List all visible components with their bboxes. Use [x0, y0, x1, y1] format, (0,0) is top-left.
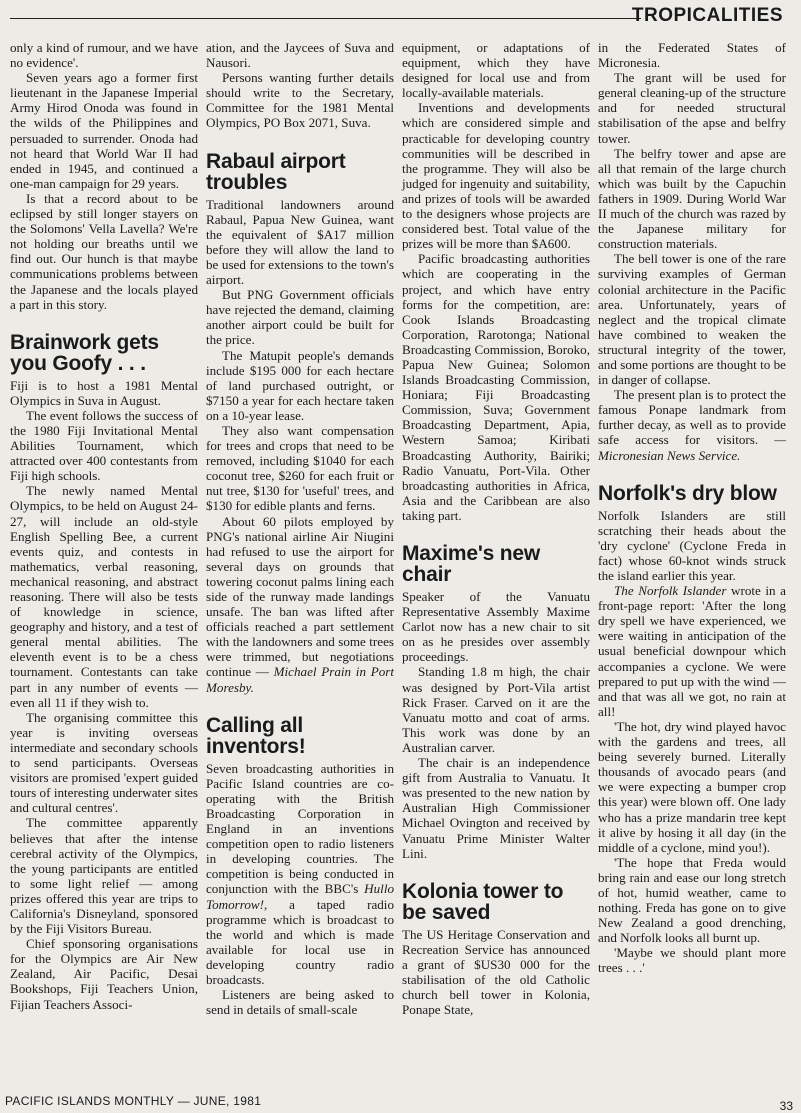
headline-rabaul: Rabaul airport troubles — [206, 149, 346, 194]
page-number: 33 — [779, 1099, 793, 1113]
paragraph: 'The hot, dry wind played havoc with the gardens and trees, all being severely burned. Literally thousands of avocado pears (and we were expecting a bumper crop this year) were blown off. One lady who has a prize mandarin tree kept it alive by hosing it all day (in the middle of a cyclone, mind you!). — [598, 718, 786, 855]
paragraph-text: Seven broadcasting authorities in Pacific Island countries are co-operating with the British Broadcasting Corporation in England in an inventions competition open to radio listeners in developing countries. The competition is being conducted in conjunction with the BBC's — [206, 760, 394, 897]
paragraph: The event follows the success of the 1980 Fiji Invitational Mental Abilities Tournament, which attracted over 400 contestants from Fiji high schools. — [10, 407, 198, 484]
paragraph-text: The present plan is to protect the famous Ponape landmark from further decay, as well as to provide safe access for visitors. — [598, 387, 786, 448]
paragraph: Traditional landowners around Rabaul, Papua New Guinea, want the equivalent of $A17 million before they will allow the land to be used for extensions to the town's airport. — [206, 196, 394, 288]
paragraph: The Matupit people's demands include $195 000 for each hectare of land purchased outright, or $7150 a year for each hectare taken on a 10-year lease. — [206, 347, 394, 423]
paragraph: The grant will be used for general cleaning-up of the structure and for needed structural stabilisation of the apse and belfry tower. — [598, 70, 786, 146]
byline: — Micronesian News Service. — [598, 432, 786, 463]
paragraph: 'Maybe we should plant more trees . . .' — [598, 945, 786, 976]
paragraph: The belfry tower and apse are all that remain of the large church which was built by the Capuchin fathers in 1909. During World War II much of the church was razed by the Japanese military for construction materials. — [598, 145, 786, 252]
header-rule — [10, 18, 641, 19]
paragraph: But PNG Government officials have rejected the demand, claiming another airport could be built for the price. — [206, 287, 394, 348]
paragraph-text: About 60 pilots employed by PNG's national airline Air Niugini had refused to use the airport for several days on grounds that towering coconut palms lining each side of the runway made landings unsafe. The ban was lifted after officials reached a part settlement with the landowners and some trees were trimmed, but negotiations continue — — [206, 513, 394, 680]
paragraph: 'The hope that Freda would bring rain and ease our long stretch of hot, humid weather, came to nothing. Freda has gone on to give New Zealand a good drenching, and Norfolk looks all burnt up. — [598, 854, 786, 946]
paragraph: Inventions and developments which are considered simple and practicable for developing country communities will be described in the programme. They will also be judged for ingenuity and suitability, and prizes of tools will be awarded to the designers whose projects are considered best. Total value of the prizes will be more than $A600. — [402, 100, 590, 252]
column-4 — [598, 40, 786, 976]
column-2 — [206, 40, 394, 1017]
paragraph: in the Federated States of Micronesia. — [598, 40, 786, 71]
paragraph: equipment, or adaptations of equipment, which they have designed for local use and from locally-available materials. — [402, 40, 590, 101]
paragraph: only a kind of rumour, and we have no evidence'. — [10, 40, 198, 71]
paragraph: Pacific broadcasting authorities which are cooperating in the project, and which have entry forms for the competition, are: Cook Islands Broadcasting Corporation, Rarotonga; National Broadcasting Commission, Boroko, Papua New Guinea; Solomon Islands Broadcasting Commission, Honiara; Fiji Broadcasting Commission, Suva; Government Broadcasting Department, Apia, Western Samoa; Kiribati Broadcasting Authority, Bairiki; Radio Vanuatu, Port-Vila. Other broadcasting authorities in Africa, Asia and the Caribbean are also taking part. — [402, 251, 590, 523]
paragraph: The newly named Mental Olympics, to be held on August 24-27, will include an old-style English Spelling Bee, a current events quiz, and contests in mathematics, verbal reasoning, mechanical reasoning, and abstract reasoning. There will also be tests of knowledge in science, geography and history, and a test of general mental abilities. The eleventh event is to be a chess tournament. Contestants can take part in any number of events — even all 11 if they wish to. — [10, 483, 198, 710]
headline-kolonia: Kolonia tower to be saved — [402, 879, 564, 924]
paragraph: The committee apparently believes that after the intense cerebral activity of the Olympics, the young participants are entitled to some light relief — among prizes offered this year are trips to California's Disneyland, sponsored by the Fiji Visitors Bureau. — [10, 815, 198, 937]
paragraph — [598, 387, 786, 462]
paragraph-text: wrote in a front-page report: 'After the long dry spell we have experienced, we were waiting in anticipation of the usual beneficial downpour which accompanies a cyclone. We were prepared to put up with the wind — and that was all we got, no rain at all! — [598, 583, 786, 719]
publication-footer: PACIFIC ISLANDS MONTHLY — JUNE, 1981 — [5, 1094, 262, 1108]
headline-norfolk: Norfolk's dry blow — [598, 481, 777, 505]
paragraph: Seven years ago a former first lieutenant in the Japanese Imperial Army Hirod Onoda was found in the wilds of the Philippines and persuaded to surrender. Onoda had not heard that World War II had ended in 1945, and continued a one-man campaign for 29 years. — [10, 70, 198, 191]
paragraph: The chair is an independence gift from Australia to Vanuatu. It was presented to the new nation by Australian High Commissioner Michael Ovington and received by Vanuatu Prime Minister Walter Lini. — [402, 755, 590, 861]
paragraph-text: , a taped radio programme which is broadcast to the world and which is made available for local use in developing country radio broadcasts. — [206, 896, 394, 987]
section-title: TROPICALITIES — [631, 5, 783, 26]
paragraph: Persons wanting further details should write to the Secretary, Committee for the 1981 Mental Olympics, PO Box 2071, Suva. — [206, 70, 394, 131]
paragraph — [206, 514, 394, 695]
newspaper-title: The Norfolk Islander — [614, 583, 727, 599]
paragraph: Chief sponsoring organisations for the Olympics are Air New Zealand, Air Pacific, Desai Bookshops, Fiji Teachers Union, Fijian Teachers Associ- — [10, 936, 198, 1012]
paragraph — [598, 583, 786, 719]
paragraph: Norfolk Islanders are still scratching their heads about the 'dry cyclone' (Cyclone Freda in fact) whose 60-knot winds struck the island earlier this year. — [598, 507, 786, 583]
column-3 — [402, 40, 590, 1017]
paragraph: Speaker of the Vanuatu Representative Assembly Maxime Carlot now has a new chair to sit on as he presides over assembly proceedings. — [402, 589, 590, 665]
paragraph: The US Heritage Conservation and Recreation Service has announced a grant of $US30 000 for the stabilisation of the old Catholic church bell tower in Kolonia, Ponape State, — [402, 926, 590, 1018]
column-1 — [10, 40, 198, 1012]
paragraph: Standing 1.8 m high, the chair was designed by Port-Vila artist Rick Fraser. Carved on it are the Vanuatu motto and coat of arms. This work was done by an Australian carver. — [402, 664, 590, 755]
paragraph: The bell tower is one of the rare surviving examples of German colonial architecture in the Pacific area. Unfortunately, years of neglect and the tropical climate have combined to weaken the structural integrity of the tower, and some portions are thought to be in danger of collapse. — [598, 251, 786, 388]
byline: Michael Prain in Port Moresby. — [206, 664, 394, 695]
paragraph: They also want compensation for trees and crops that need to be removed, including $1040 for each coconut tree, $260 for each fruit or nut tree, $130 for 'useful' trees, and $130 for edible plants and ferns. — [206, 422, 394, 514]
headline-maxime: Maxime's new chair — [402, 542, 540, 586]
program-title: Hullo Tomorrow! — [206, 881, 394, 912]
paragraph: Is that a record about to be eclipsed by still longer stayers on the Solomons' Vella Lavella? We're not holding our breaths until we find out. Our hunch is that maybe communications problems between the Japanese and the locals played a part in this story. — [10, 190, 198, 312]
headline-inventors: Calling all inventors! — [206, 713, 306, 758]
paragraph — [206, 761, 394, 987]
paragraph: ation, and the Jaycees of Suva and Nausori. — [206, 40, 394, 71]
paragraph: The organising committee this year is inviting overseas intermediate and secondary schools to send participants. Overseas visitors are promised 'expert guided tours of interesting underwater sites and cultural centres'. — [10, 709, 198, 816]
paragraph: Fiji is to host a 1981 Mental Olympics in Suva in August. — [10, 377, 198, 408]
paragraph: Listeners are being asked to send in details of small-scale — [206, 987, 394, 1018]
headline-brainwork: Brainwork gets you Goofy . . . — [10, 330, 159, 375]
